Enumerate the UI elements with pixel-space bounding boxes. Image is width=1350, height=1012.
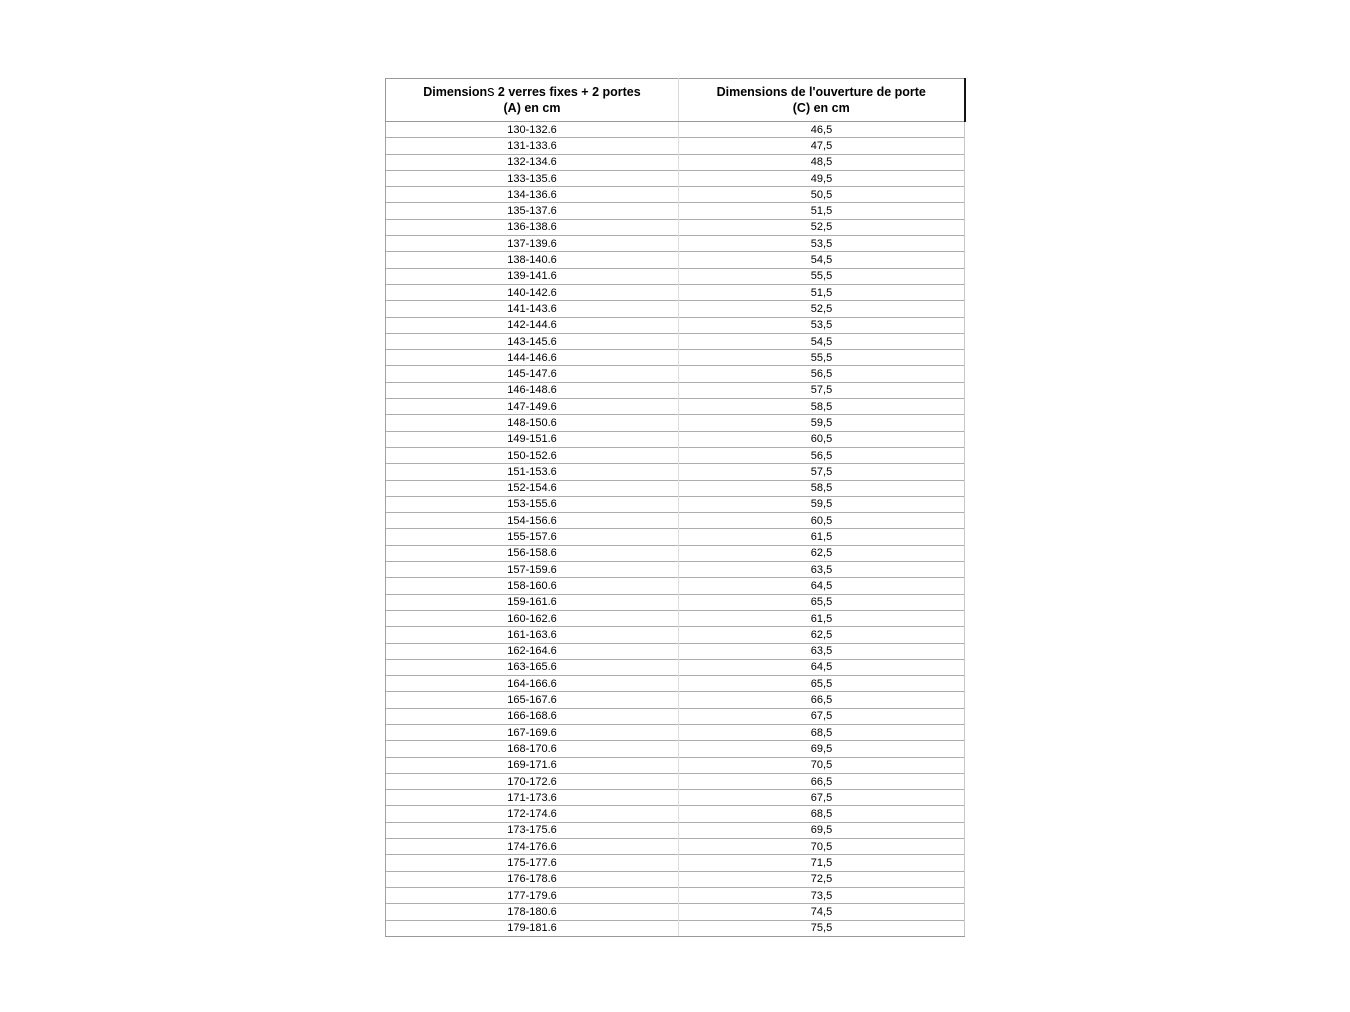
table-row (386, 366, 965, 382)
table-row (386, 578, 965, 594)
table-row (386, 822, 965, 838)
cell-dimension-a: 135-137.6 (386, 203, 679, 219)
cell-opening-c: 66,5 (679, 692, 965, 708)
table-row (386, 333, 965, 349)
table-row (386, 757, 965, 773)
table-row (386, 203, 965, 219)
cell-dimension-a: 132-134.6 (386, 154, 679, 170)
cell-opening-c: 52,5 (679, 219, 965, 235)
column-header-opening-c (679, 79, 965, 122)
cell-dimension-a: 163-165.6 (386, 659, 679, 675)
cell-opening-c: 47,5 (679, 138, 965, 154)
table-row (386, 839, 965, 855)
cell-dimension-a: 155-157.6 (386, 529, 679, 545)
cell-opening-c: 51,5 (679, 203, 965, 219)
cell-opening-c: 65,5 (679, 594, 965, 610)
cell-dimension-a: 145-147.6 (386, 366, 679, 382)
table-row (386, 562, 965, 578)
cell-opening-c: 60,5 (679, 513, 965, 529)
cell-dimension-a: 142-144.6 (386, 317, 679, 333)
cell-opening-c: 59,5 (679, 496, 965, 512)
cell-dimension-a: 154-156.6 (386, 513, 679, 529)
cell-dimension-a: 150-152.6 (386, 447, 679, 463)
table-row (386, 659, 965, 675)
cell-dimension-a: 157-159.6 (386, 562, 679, 578)
cell-dimension-a: 134-136.6 (386, 187, 679, 203)
cell-opening-c: 67,5 (679, 708, 965, 724)
column-header-dimensions-a (386, 79, 679, 122)
cell-dimension-a: 130-132.6 (386, 122, 679, 138)
cell-dimension-a: 139-141.6 (386, 268, 679, 284)
cell-dimension-a: 178-180.6 (386, 904, 679, 920)
table-row (386, 382, 965, 398)
table-row (386, 187, 965, 203)
table-row (386, 415, 965, 431)
cell-opening-c: 54,5 (679, 252, 965, 268)
cell-dimension-a: 166-168.6 (386, 708, 679, 724)
cell-dimension-a: 175-177.6 (386, 855, 679, 871)
table-row (386, 399, 965, 415)
table-row (386, 236, 965, 252)
cell-opening-c: 61,5 (679, 610, 965, 626)
table-row (386, 170, 965, 186)
cell-opening-c: 51,5 (679, 284, 965, 300)
cell-dimension-a: 147-149.6 (386, 399, 679, 415)
cell-opening-c: 65,5 (679, 676, 965, 692)
cell-opening-c: 56,5 (679, 447, 965, 463)
cell-opening-c: 50,5 (679, 187, 965, 203)
header-a-line1: Dimensions 2 verres fixes + 2 portes (423, 83, 641, 100)
table-row (386, 773, 965, 789)
cell-dimension-a: 141-143.6 (386, 301, 679, 317)
table-row (386, 219, 965, 235)
table-row (386, 676, 965, 692)
cell-opening-c: 48,5 (679, 154, 965, 170)
table-row (386, 643, 965, 659)
cell-dimension-a: 177-179.6 (386, 887, 679, 903)
table-row (386, 594, 965, 610)
cell-dimension-a: 159-161.6 (386, 594, 679, 610)
cell-opening-c: 64,5 (679, 659, 965, 675)
cell-dimension-a: 170-172.6 (386, 773, 679, 789)
dimensions-table (385, 78, 966, 937)
cell-dimension-a: 169-171.6 (386, 757, 679, 773)
table-row (386, 610, 965, 626)
cell-opening-c: 75,5 (679, 920, 965, 936)
cell-dimension-a: 149-151.6 (386, 431, 679, 447)
cell-opening-c: 49,5 (679, 170, 965, 186)
table-row (386, 513, 965, 529)
cell-opening-c: 57,5 (679, 464, 965, 480)
cell-opening-c: 73,5 (679, 887, 965, 903)
table-row (386, 887, 965, 903)
header-a-line2: (A) en cm (503, 100, 561, 115)
cell-opening-c: 60,5 (679, 431, 965, 447)
cell-dimension-a: 133-135.6 (386, 170, 679, 186)
table-row (386, 431, 965, 447)
cell-opening-c: 59,5 (679, 415, 965, 431)
cell-dimension-a: 156-158.6 (386, 545, 679, 561)
cell-dimension-a: 171-173.6 (386, 790, 679, 806)
header-row (386, 79, 965, 122)
cell-dimension-a: 131-133.6 (386, 138, 679, 154)
cell-dimension-a: 167-169.6 (386, 724, 679, 740)
table-row (386, 920, 965, 936)
table-row (386, 480, 965, 496)
cell-opening-c: 66,5 (679, 773, 965, 789)
table-row (386, 252, 965, 268)
cell-dimension-a: 174-176.6 (386, 839, 679, 855)
table-row (386, 138, 965, 154)
cell-dimension-a: 152-154.6 (386, 480, 679, 496)
cell-dimension-a: 143-145.6 (386, 333, 679, 349)
cell-dimension-a: 165-167.6 (386, 692, 679, 708)
cell-opening-c: 58,5 (679, 480, 965, 496)
cell-dimension-a: 151-153.6 (386, 464, 679, 480)
cell-opening-c: 56,5 (679, 366, 965, 382)
table-row (386, 447, 965, 463)
cell-opening-c: 55,5 (679, 350, 965, 366)
table-row (386, 301, 965, 317)
cell-opening-c: 67,5 (679, 790, 965, 806)
cell-opening-c: 46,5 (679, 122, 965, 138)
cell-opening-c: 69,5 (679, 822, 965, 838)
cell-opening-c: 57,5 (679, 382, 965, 398)
cell-dimension-a: 176-178.6 (386, 871, 679, 887)
table-row (386, 855, 965, 871)
cell-opening-c: 63,5 (679, 562, 965, 578)
table-row (386, 268, 965, 284)
table-row (386, 529, 965, 545)
cell-dimension-a: 153-155.6 (386, 496, 679, 512)
header-c-line1: Dimensions de l'ouverture de porte (716, 84, 926, 99)
cell-opening-c: 68,5 (679, 806, 965, 822)
fallback-s-glyph: s (487, 83, 495, 100)
cell-opening-c: 58,5 (679, 399, 965, 415)
table-row (386, 708, 965, 724)
table-row (386, 154, 965, 170)
cell-opening-c: 74,5 (679, 904, 965, 920)
cell-dimension-a: 179-181.6 (386, 920, 679, 936)
cell-dimension-a: 146-148.6 (386, 382, 679, 398)
cell-opening-c: 61,5 (679, 529, 965, 545)
table-row (386, 350, 965, 366)
cell-dimension-a: 158-160.6 (386, 578, 679, 594)
cell-dimension-a: 160-162.6 (386, 610, 679, 626)
cell-opening-c: 71,5 (679, 855, 965, 871)
table-body (386, 122, 965, 937)
table-row (386, 724, 965, 740)
table-row (386, 904, 965, 920)
cell-dimension-a: 162-164.6 (386, 643, 679, 659)
table-row (386, 871, 965, 887)
table-header (386, 79, 965, 122)
cell-opening-c: 55,5 (679, 268, 965, 284)
cell-dimension-a: 140-142.6 (386, 284, 679, 300)
cell-dimension-a: 137-139.6 (386, 236, 679, 252)
cell-opening-c: 64,5 (679, 578, 965, 594)
table-row (386, 284, 965, 300)
table-row (386, 790, 965, 806)
cell-dimension-a: 144-146.6 (386, 350, 679, 366)
cell-opening-c: 62,5 (679, 627, 965, 643)
cell-opening-c: 72,5 (679, 871, 965, 887)
cell-opening-c: 70,5 (679, 757, 965, 773)
table-row (386, 317, 965, 333)
table-row (386, 545, 965, 561)
table-row (386, 496, 965, 512)
cell-opening-c: 69,5 (679, 741, 965, 757)
cell-dimension-a: 172-174.6 (386, 806, 679, 822)
cell-dimension-a: 164-166.6 (386, 676, 679, 692)
table-row (386, 627, 965, 643)
table-row (386, 741, 965, 757)
table-row (386, 692, 965, 708)
cell-opening-c: 54,5 (679, 333, 965, 349)
cell-dimension-a: 173-175.6 (386, 822, 679, 838)
cell-opening-c: 62,5 (679, 545, 965, 561)
table-row (386, 122, 965, 138)
table-row (386, 806, 965, 822)
cell-opening-c: 53,5 (679, 317, 965, 333)
cell-dimension-a: 161-163.6 (386, 627, 679, 643)
cell-opening-c: 68,5 (679, 724, 965, 740)
header-c-line2: (C) en cm (792, 100, 850, 115)
cell-dimension-a: 168-170.6 (386, 741, 679, 757)
cell-dimension-a: 148-150.6 (386, 415, 679, 431)
cell-opening-c: 70,5 (679, 839, 965, 855)
cell-opening-c: 63,5 (679, 643, 965, 659)
cell-opening-c: 52,5 (679, 301, 965, 317)
cell-dimension-a: 136-138.6 (386, 219, 679, 235)
table-row (386, 464, 965, 480)
cell-dimension-a: 138-140.6 (386, 252, 679, 268)
cell-opening-c: 53,5 (679, 236, 965, 252)
